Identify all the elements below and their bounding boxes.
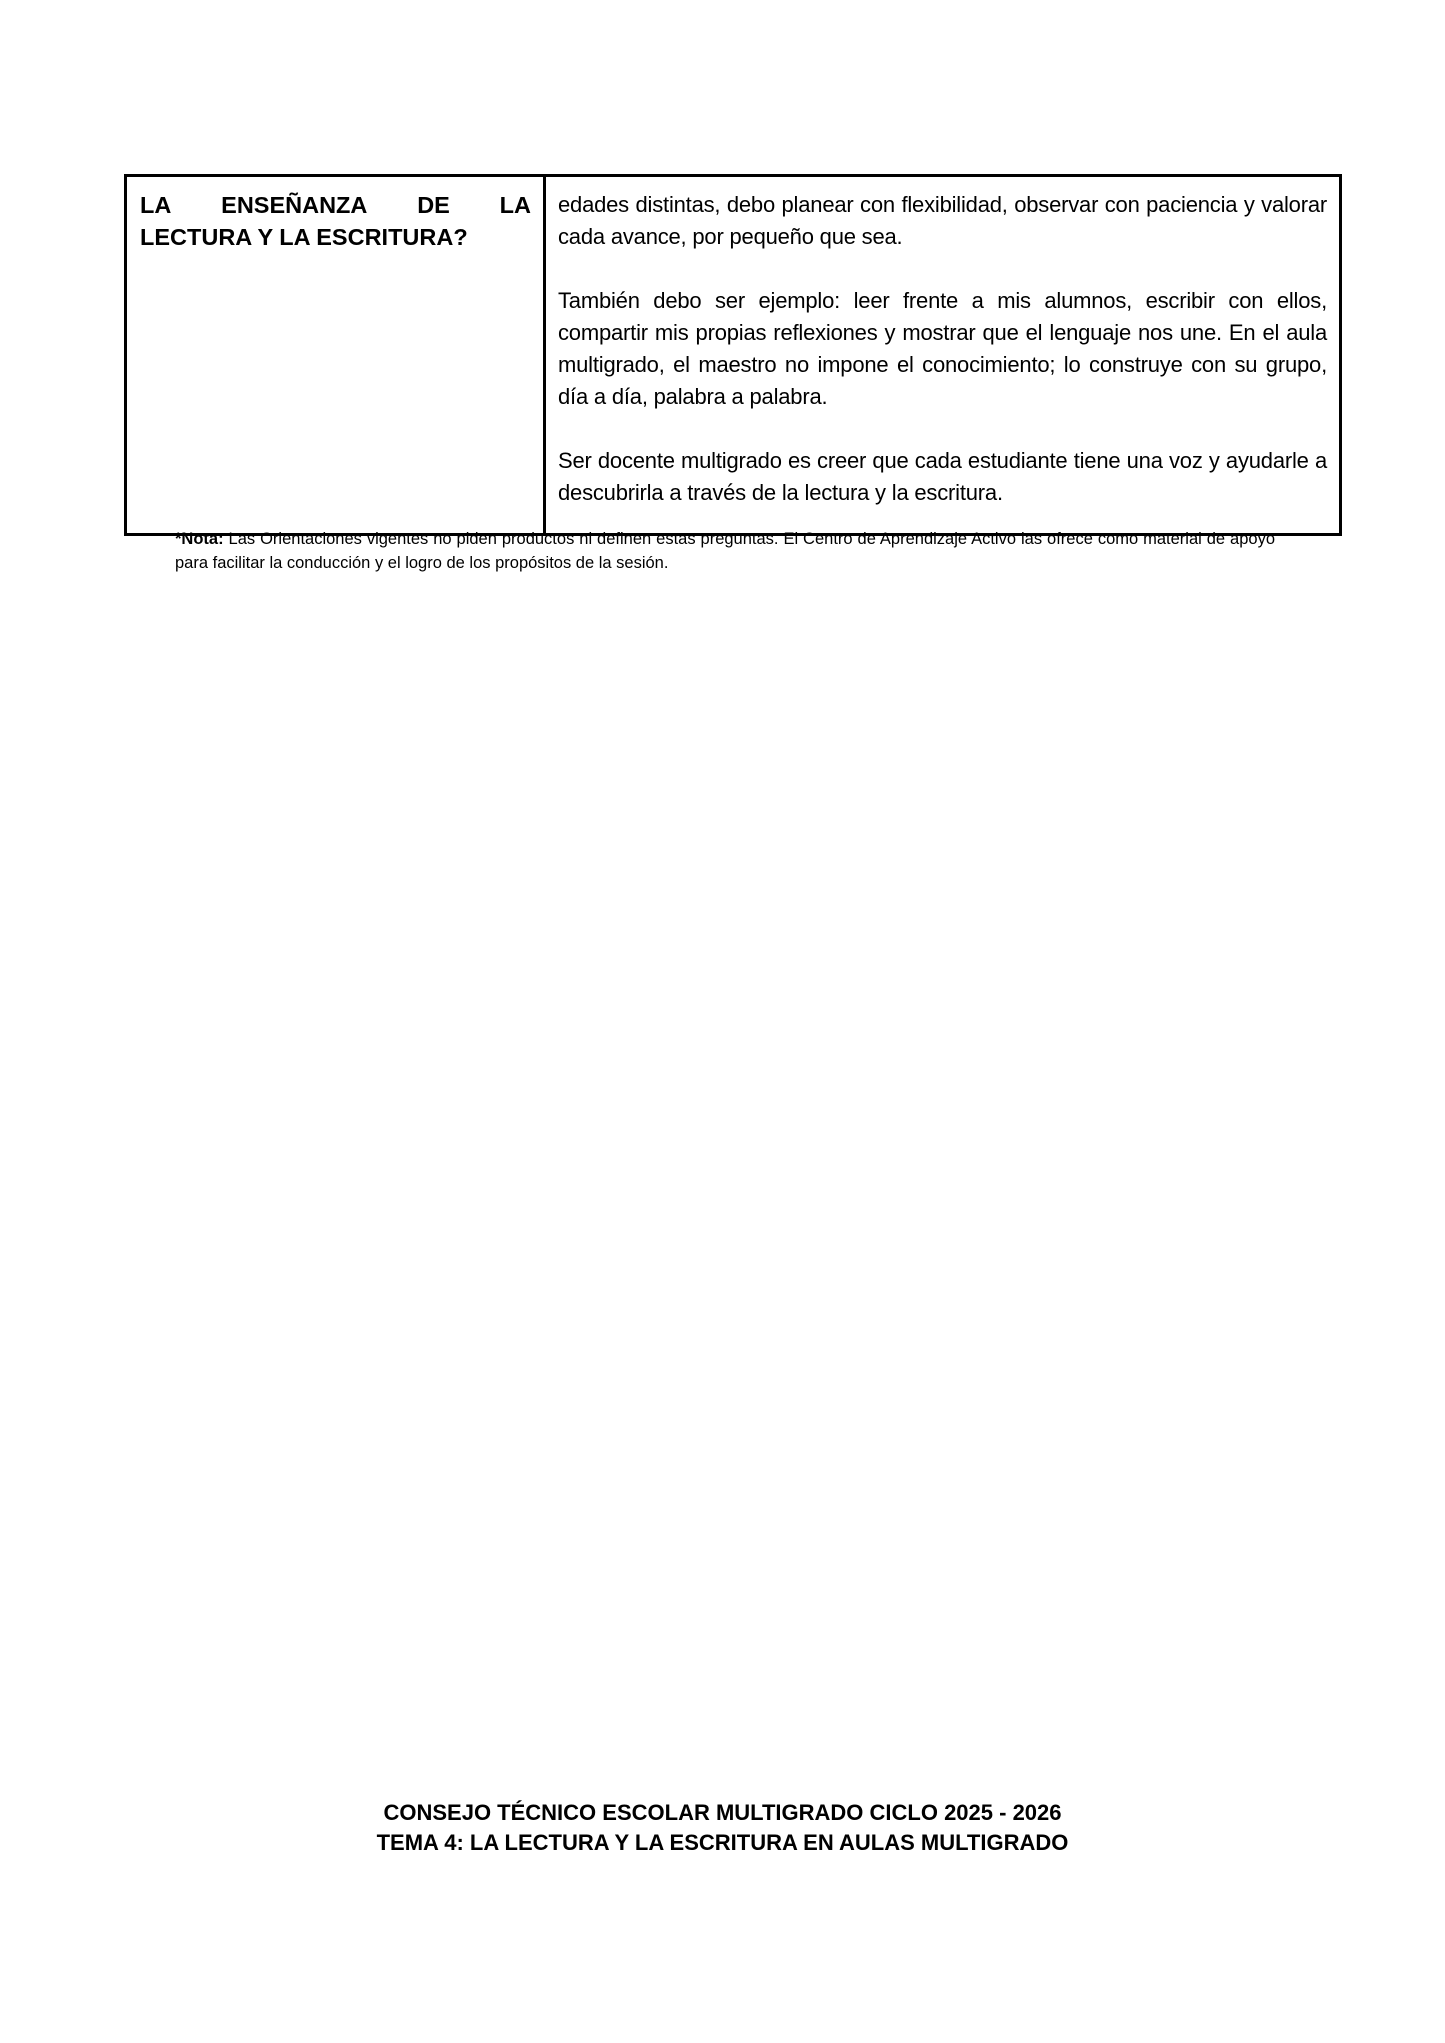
- answer-cell: [545, 176, 1341, 535]
- question-word: ENSEÑANZA: [221, 192, 368, 218]
- answer-paragraph: También debo ser ejemplo: leer frente a mis alumnos, escribir con ellos, compartir mis propias reflexiones y mostrar que el lenguaje nos une. En el aula multigrado, el maestro no impone el conocimiento; lo construye con su grupo, día a día, palabra a palabra.: [558, 288, 1327, 409]
- question-word: LA: [499, 192, 531, 218]
- answer-paragraph: edades distintas, debo planear con flexibilidad, observar con paciencia y valorar cada avance, por pequeño que sea.: [558, 192, 1327, 249]
- question-cell: [126, 176, 545, 535]
- footer-title: CONSEJO TÉCNICO ESCOLAR MULTIGRADO CICLO 2025 - 2026: [383, 1800, 1062, 1825]
- page-footer: [0, 1798, 1445, 1858]
- answer-paragraph: Ser docente multigrado es creer que cada estudiante tiene una voz y ayudarle a descubrirla a través de la lectura y la escritura.: [558, 448, 1327, 505]
- reflection-table: [124, 174, 1342, 536]
- question-line-1: [140, 189, 531, 221]
- question-line-2: LECTURA Y LA ESCRITURA?: [140, 224, 468, 250]
- footer-subtitle: TEMA 4: LA LECTURA Y LA ESCRITURA EN AULAS MULTIGRADO: [376, 1830, 1069, 1855]
- footnote: [175, 527, 1275, 575]
- footnote-label: *Nota:: [175, 530, 224, 548]
- question-word: LA: [140, 192, 172, 218]
- table-row: [126, 176, 1341, 535]
- question-word: DE: [417, 192, 450, 218]
- footnote-text: Las Orientaciones vigentes no piden productos ni definen estas preguntas. El Centro de Aprendizaje Activo las ofrece como material de apoyo para facilitar la conducción y el logro de los propósitos de la sesión.: [175, 530, 1275, 572]
- question-heading: [140, 189, 531, 253]
